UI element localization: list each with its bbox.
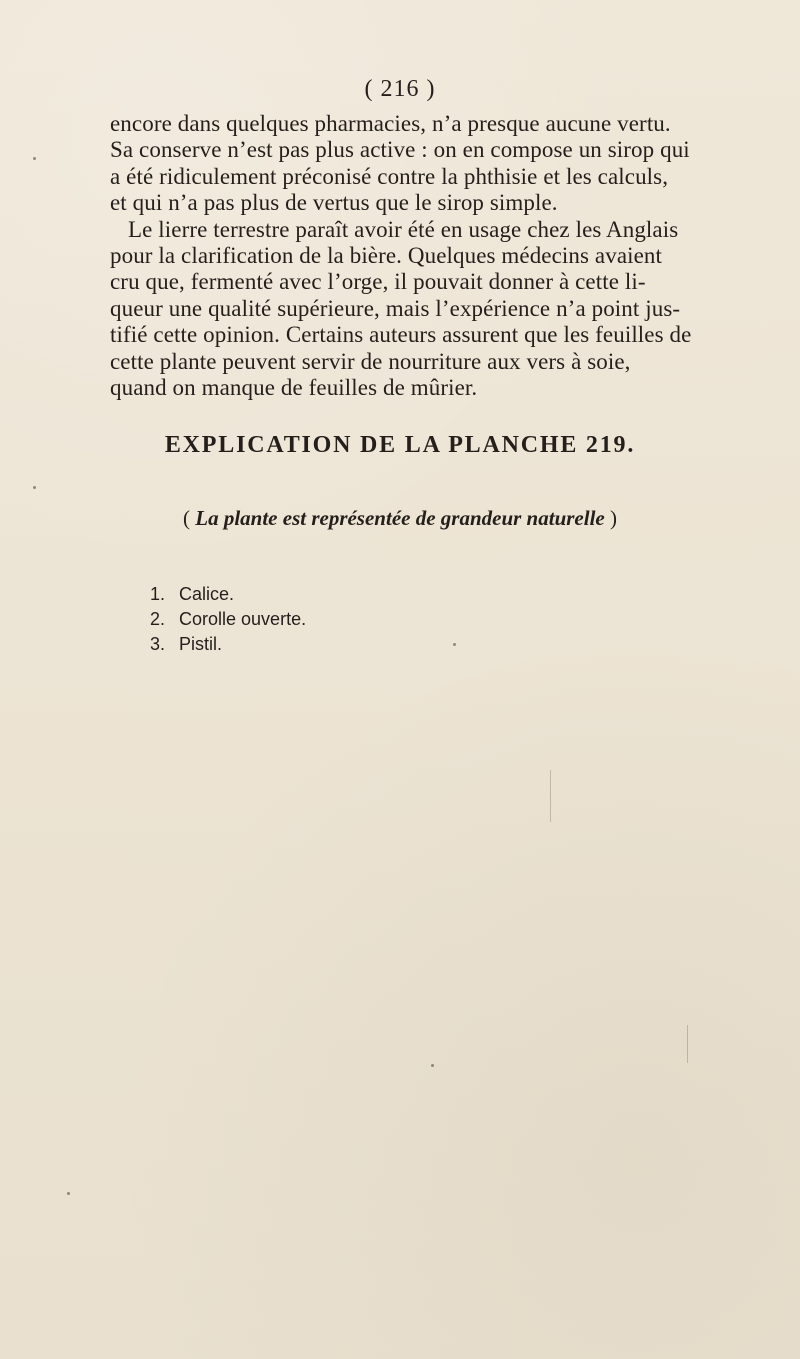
ink-speck: [33, 157, 36, 160]
text-line: Le lierre terrestre paraît avoir été en usage chez les Anglais: [128, 216, 679, 242]
text-line: cette plante peuvent servir de nourriture aux vers à soie,: [110, 348, 631, 374]
legend-number: 3.: [150, 634, 166, 654]
plate-legend: [150, 582, 306, 657]
text-line: tifié cette opinion. Certains auteurs assurent que les feuilles de: [110, 322, 692, 348]
ink-speck: [33, 486, 36, 489]
plate-caption: [0, 506, 800, 531]
section-heading: EXPLICATION DE LA PLANCHE 219.: [164, 432, 636, 458]
paragraph-2: [110, 217, 737, 402]
text-line: quand on manque de feuilles de mûrier.: [110, 375, 478, 401]
text-line: encore dans quelques pharmacies, n’a presque aucune vertu.: [110, 111, 671, 136]
legend-number: 2.: [150, 609, 166, 629]
body-paragraphs: [110, 111, 737, 401]
caption-open-paren: (: [183, 506, 190, 530]
ink-speck: [453, 643, 456, 646]
ink-speck: [67, 1192, 70, 1195]
legend-item: [150, 632, 306, 657]
legend-label: Calice.: [179, 584, 235, 604]
legend-item: [150, 607, 306, 632]
paper-fiber: [550, 770, 551, 822]
ink-speck: [431, 1064, 434, 1067]
text-line: pour la clarification de la bière. Quelques médecins avaient: [110, 243, 663, 269]
paper-fiber: [687, 1025, 688, 1063]
paragraph-1: [110, 111, 737, 217]
text-line: a été ridiculement préconisé contre la phthisie et les calculs,: [110, 163, 669, 189]
caption-close-paren: ): [609, 506, 617, 530]
legend-label: Corolle ouverte.: [179, 609, 307, 629]
caption-text: La plante est représentée de grandeur naturelle: [195, 506, 605, 530]
legend-number: 1.: [150, 584, 166, 604]
legend-label: Pistil.: [179, 634, 223, 654]
page-number: ( 216 ): [364, 76, 436, 102]
text-line: queur une qualité supérieure, mais l’expérience n’a point jus-: [110, 295, 681, 321]
text-line: et qui n’a pas plus de vertus que le sirop simple.: [110, 190, 558, 216]
legend-item: [150, 582, 306, 607]
text-line: Sa conserve n’est pas plus active : on en compose un sirop qui: [110, 137, 690, 163]
text-line: cru que, fermenté avec l’orge, il pouvait donner à cette li-: [110, 269, 646, 295]
